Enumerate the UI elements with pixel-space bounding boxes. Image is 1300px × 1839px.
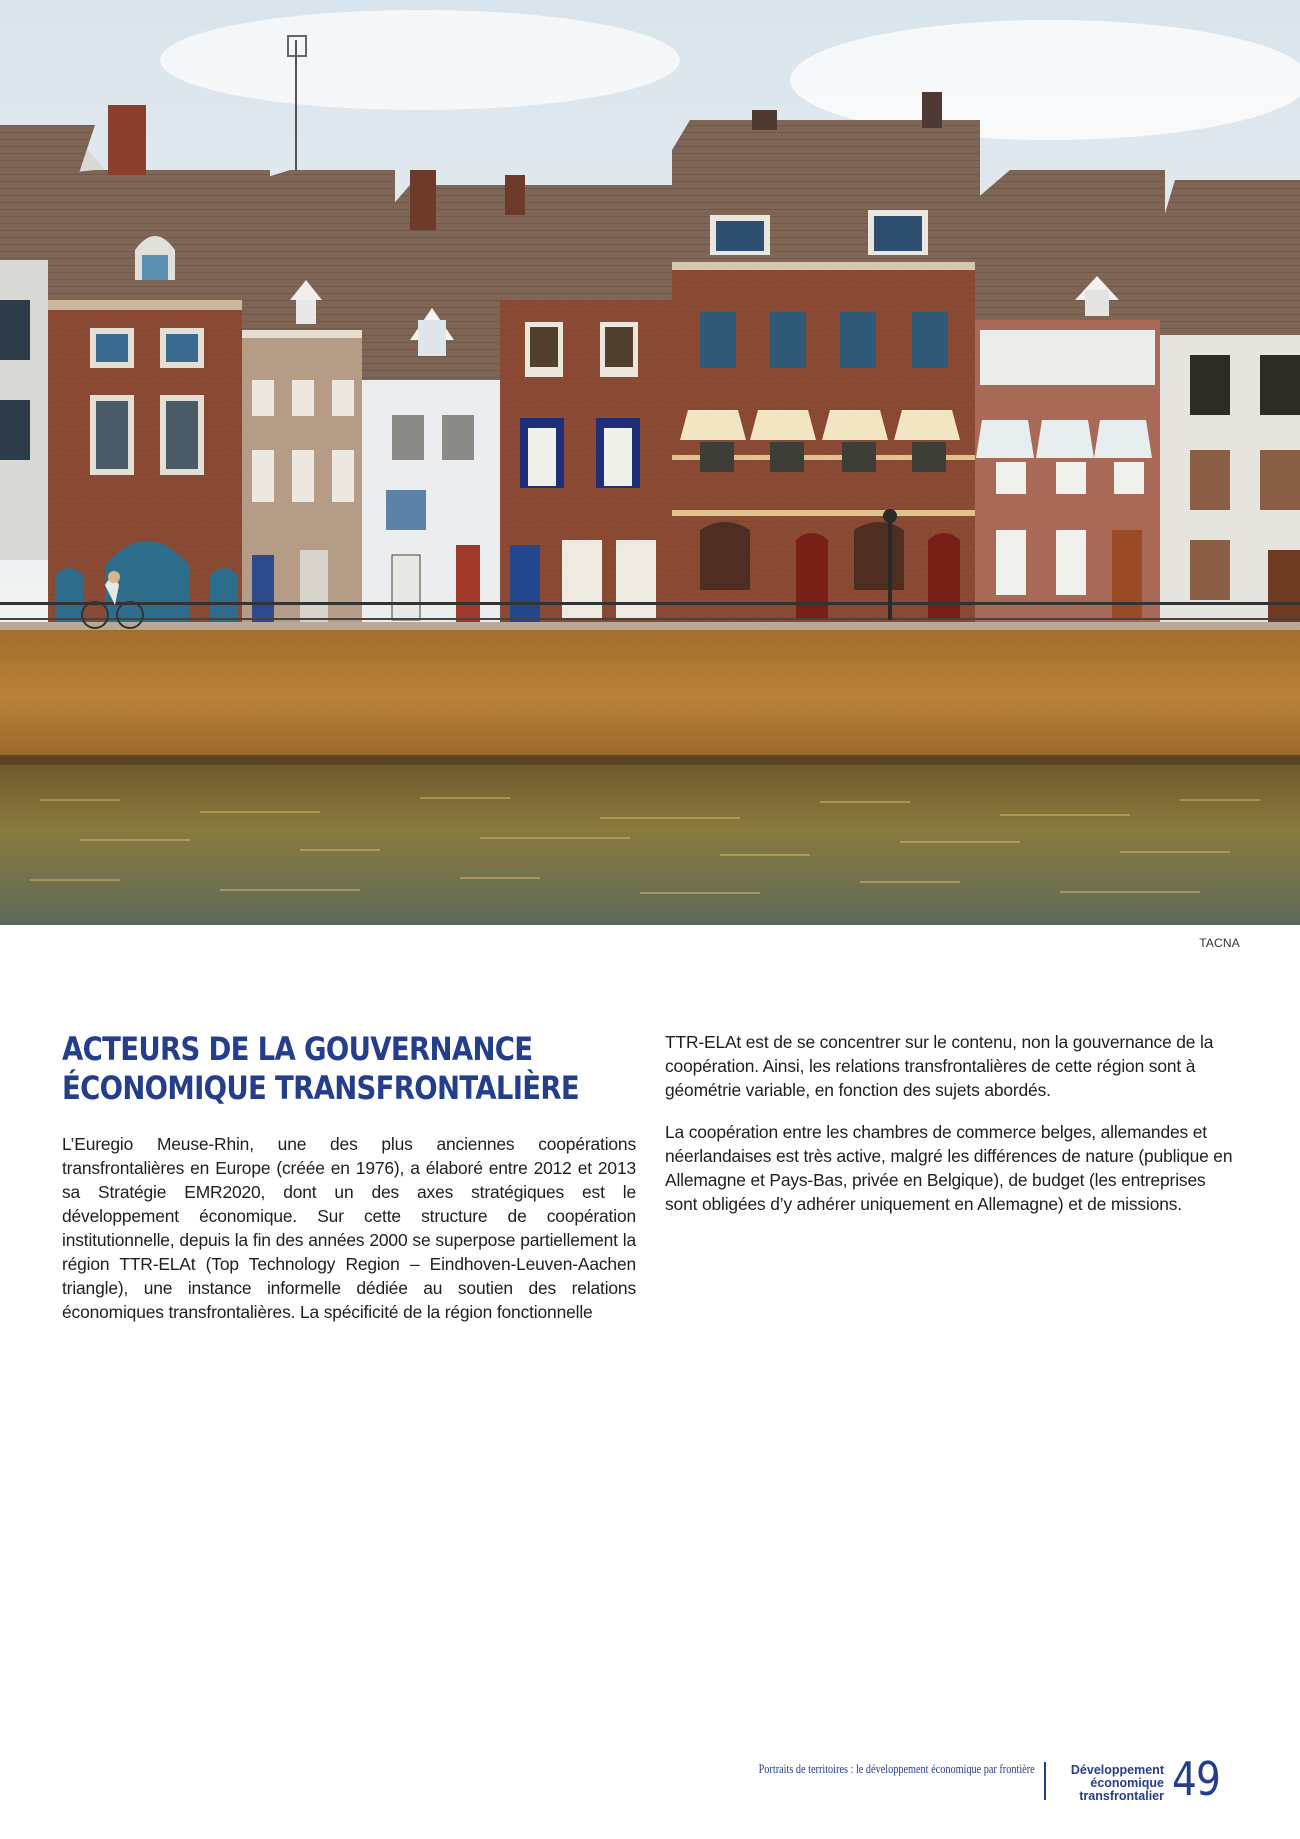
- section-title-line-1: ACTEURS DE LA GOUVERNANCE: [62, 1030, 533, 1068]
- section-title: [62, 1030, 630, 1108]
- footer-section-line-1: Développement: [1070, 1763, 1164, 1777]
- section-title-line-2: ÉCONOMIQUE TRANSFRONTALIÈRE: [62, 1069, 580, 1107]
- footer-section-name: [1071, 1764, 1164, 1803]
- body-paragraph-left: L’Euregio Meuse-Rhin, une des plus anciennes coopérations transfrontalières en Europe (créée en 1976), a élaboré entre 2012 et 2013 sa Stratégie EMR2020, dont un des axes stratégiques est le développement économique. Sur cette structure de coopération institutionnelle, depuis la fin des années 2000 se superpose partiellement la région TTR-ELAt (Top Technology Region – Eindhoven-Leuven-Aachen triangle), une instance informelle dédiée au soutien des relations économiques transfrontalières. La spécificité de la région fonctionnelle: [62, 1134, 636, 1322]
- footer-section-line-2: économique: [1090, 1776, 1164, 1790]
- footer-publication-title: Portraits de territoires : le développement économique par frontière: [758, 1762, 1035, 1776]
- page-number: 49: [1172, 1752, 1221, 1806]
- right-column: [665, 1030, 1240, 1216]
- body-paragraph-right-1: TTR-ELAt est de se concentrer sur le contenu, non la gouvernance de la coopération. Ainsi, les relations transfrontalières de cette région sont à géométrie variable, en fonction des sujets abordés.: [665, 1032, 1214, 1100]
- footer-section-line-3: transfrontalier: [1079, 1789, 1164, 1803]
- left-column: [62, 1030, 636, 1324]
- footer-divider: [1044, 1762, 1046, 1800]
- body-paragraph-right-2: La coopération entre les chambres de commerce belges, allemandes et néerlandaises est très active, malgré les différences de nature (publique en Allemagne et Pays-Bas, privée en Belgique), de budget (les entreprises sont obligées d’y adhérer uniquement en Allemagne) et de missions.: [665, 1122, 1233, 1214]
- page-footer: [0, 1752, 1300, 1816]
- photo-credit: TACNA: [1199, 936, 1240, 950]
